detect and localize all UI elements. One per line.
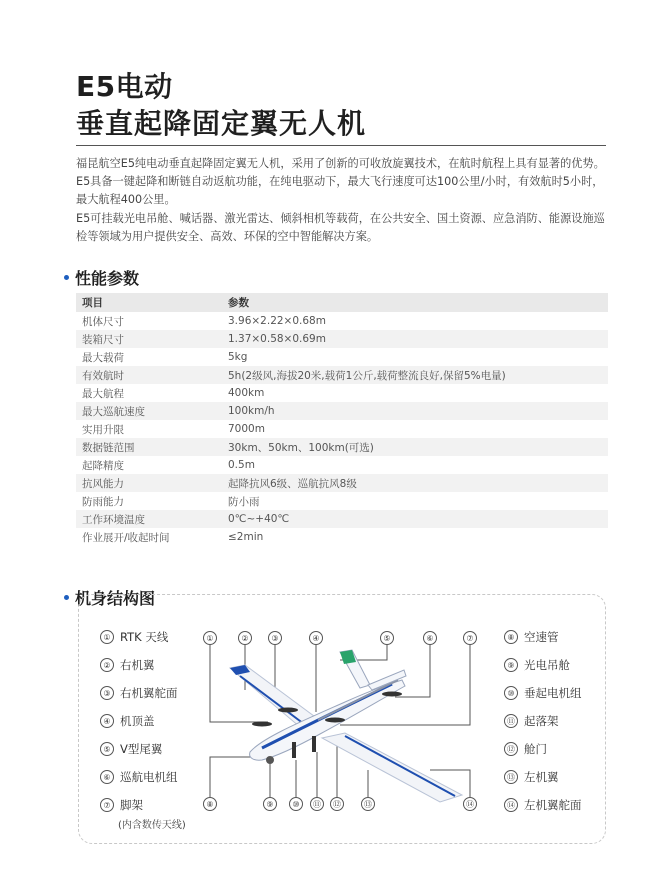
tail-boom-shape <box>318 680 398 720</box>
legend-label: 左机翼舵面 <box>524 798 582 812</box>
legend-item <box>504 797 582 813</box>
legend-item <box>100 797 143 813</box>
spec-value-cell: 0.5m <box>228 459 255 471</box>
legend-item <box>504 713 559 729</box>
spec-value-cell: 400km <box>228 387 265 399</box>
landing-gear-shape <box>312 736 316 752</box>
spec-value-cell: 防小雨 <box>228 495 260 508</box>
legend-number: ① <box>100 630 114 644</box>
legend-number: ② <box>100 658 114 672</box>
callout-14: ⑭ <box>463 797 477 811</box>
spec-value-cell: 30km、50km、100km(可选) <box>222 438 608 456</box>
legend-number: ⑥ <box>100 770 114 784</box>
callout-5: ⑤ <box>380 631 394 645</box>
column-header: 项目 <box>76 293 222 312</box>
propeller-shape <box>382 692 402 697</box>
spec-item-cell: 抗风能力 <box>76 474 222 492</box>
spec-value-cell: 1.37×0.58×0.69m <box>222 330 608 348</box>
legend-item <box>504 629 559 645</box>
spec-item-cell: 最大航程 <box>82 387 124 400</box>
legend-label: 右机翼 <box>120 658 155 672</box>
callout-2: ② <box>238 631 252 645</box>
legend-item <box>504 685 582 701</box>
spec-item-cell: 作业展开/收起时间 <box>82 531 170 544</box>
spec-value-cell: 100km/h <box>222 402 608 420</box>
title-line-1: E5电动 <box>76 70 173 103</box>
legend-item <box>504 657 570 673</box>
callout-7: ⑦ <box>463 631 477 645</box>
legend-number: ⑤ <box>100 742 114 756</box>
callout-1: ① <box>203 631 217 645</box>
legend-item <box>100 741 162 757</box>
right-wing-stripe-shape <box>240 676 304 724</box>
spec-item-cell: 起降精度 <box>82 459 124 472</box>
legend-item <box>504 769 559 785</box>
legend-label: 巡航电机组 <box>120 770 178 784</box>
legend-label: 垂起电机组 <box>524 686 582 700</box>
legend-label: 起落架 <box>524 714 559 728</box>
legend-label: 左机翼 <box>524 770 559 784</box>
right-wing-shape <box>230 665 322 727</box>
legend-number: ⑨ <box>504 658 518 672</box>
propeller-shape <box>325 718 345 723</box>
structure-heading-text: 机身结构图 <box>75 589 156 608</box>
legend-number: ④ <box>100 714 114 728</box>
spec-item-cell: 防雨能力 <box>82 495 124 508</box>
spec-item-cell: 实用升限 <box>82 423 124 436</box>
callout-12: ⑫ <box>330 797 344 811</box>
left-wing-stripe-shape <box>345 736 455 796</box>
landing-gear-shape <box>292 742 296 758</box>
intro-paragraph-1: 福昆航空E5纯电动垂直起降固定翼无人机，采用了创新的可收放旋翼技术，在航时航程上具有显著的优势。E5具备一键起降和断链自动返航功能，在纯电驱动下，最大飞行速度可达100公里/小时，有效航时5小时，最大航程400公里。 <box>76 157 605 206</box>
legend-number: ③ <box>100 686 114 700</box>
spec-item-cell: 最大载荷 <box>82 351 124 364</box>
callout-4: ④ <box>309 631 323 645</box>
legend-label: 机顶盖 <box>120 714 155 728</box>
spec-item-cell: 机体尺寸 <box>82 315 124 328</box>
legend-number: ⑦ <box>100 798 114 812</box>
legend-item <box>100 629 168 645</box>
propeller-shape <box>252 722 272 727</box>
spec-value-cell: 0℃~+40℃ <box>222 510 608 528</box>
callout-6: ⑥ <box>423 631 437 645</box>
callout-11: ⑪ <box>310 797 324 811</box>
legend-number: ⑫ <box>504 742 518 756</box>
spec-value-cell: 3.96×2.22×0.68m <box>228 315 326 327</box>
propeller-shape <box>278 708 298 713</box>
legend-number: ⑧ <box>504 630 518 644</box>
spec-item-cell: 数据链范围 <box>76 438 222 456</box>
legend-number: ⑭ <box>504 798 518 812</box>
spec-value-cell: 5h(2级风,海拔20米,载荷1公斤,载荷整流良好,保留5%电量) <box>222 366 608 384</box>
callout-13: ⑬ <box>361 797 375 811</box>
callout-10: ⑩ <box>289 797 303 811</box>
left-wing-shape <box>322 733 462 802</box>
legend-label: 空速管 <box>524 630 559 644</box>
legend-number: ⑩ <box>504 686 518 700</box>
legend-label: 舱门 <box>524 742 547 756</box>
legend-label: RTK 天线 <box>120 630 169 644</box>
legend-item <box>100 685 178 701</box>
gimbal-pod-shape <box>266 756 274 764</box>
specs-heading-text: 性能参数 <box>75 269 140 288</box>
legend-number: ⑪ <box>504 714 518 728</box>
callout-3: ③ <box>268 631 282 645</box>
spec-item-cell: 有效航时 <box>76 366 222 384</box>
spec-item-cell: 工作环境温度 <box>76 510 222 528</box>
spec-value-cell: 5kg <box>228 351 248 363</box>
column-header: 参数 <box>222 293 608 312</box>
legend-item <box>100 713 155 729</box>
legend-number: ⑬ <box>504 770 518 784</box>
callout-8: ⑧ <box>203 797 217 811</box>
spec-value-cell: 起降抗风6级、巡航抗风8级 <box>222 474 608 492</box>
spec-value-cell: ≤2min <box>228 531 264 543</box>
spec-item-cell: 最大巡航速度 <box>76 402 222 420</box>
legend-note: (内含数传天线) <box>118 820 186 831</box>
callout-9: ⑨ <box>263 797 277 811</box>
legend-item <box>100 657 155 673</box>
legend-item <box>100 769 178 785</box>
legend-label: V型尾翼 <box>120 742 163 756</box>
title-line-2: 垂直起降固定翼无人机 <box>76 107 367 140</box>
intro-paragraph-2: E5可挂载光电吊舱、喊话器、激光雷达、倾斜相机等载荷，在公共安全、国土资源、应急消防、能源设施巡检等领域为用户提供安全、高效、环保的空中智能解决方案。 <box>76 212 605 243</box>
legend-label: 右机翼舵面 <box>120 686 178 700</box>
legend-label: 光电吊舱 <box>524 658 570 672</box>
spec-value-cell: 7000m <box>228 423 265 435</box>
legend-item <box>504 741 547 757</box>
legend-label: 脚架 <box>120 798 143 812</box>
spec-item-cell: 装箱尺寸 <box>76 330 222 348</box>
